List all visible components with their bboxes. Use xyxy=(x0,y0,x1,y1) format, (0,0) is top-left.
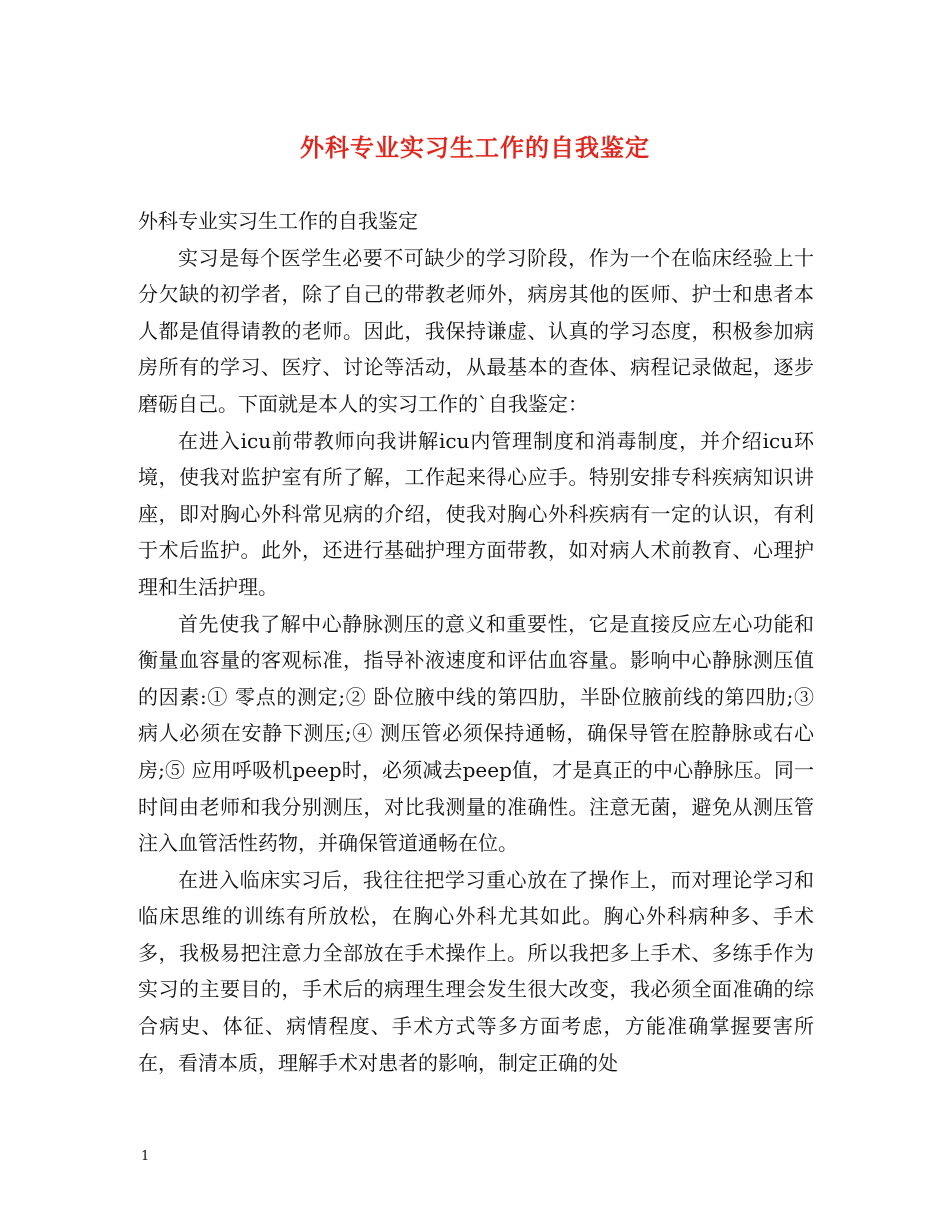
paragraph-1: 实习是每个医学生必要不可缺少的学习阶段，作为一个在临床经验上十分欠缺的初学者，除了自己的带教老师外，病房其他的医师、护士和患者本人都是值得请教的老师。因此，我保持谦虚、认真的学习态度，积极参加病房所有的学习、医疗、讨论等活动，从最基本的查体、病程记录做起，逐步磨砺自己。下面就是本人的实习工作的`自我鉴定： xyxy=(138,245,814,416)
document-body xyxy=(138,203,814,1081)
paragraph-2: 在进入icu前带教师向我讲解icu内管理制度和消毒制度，并介绍icu环境，使我对监护室有所了解，工作起来得心应手。特别安排专科疾病知识讲座，即对胸心外科常见病的介绍，使我对胸心外科疾病有一定的认识，有利于术后监护。此外，还进行基础护理方面带教，如对病人术前教育、心理护理和生活护理。 xyxy=(138,428,814,599)
document-subtitle: 外科专业实习生工作的自我鉴定 xyxy=(138,209,418,233)
page-number: 1 xyxy=(141,1149,150,1164)
document-title: 外科专业实习生工作的自我鉴定 xyxy=(300,133,650,162)
paragraph-4: 在进入临床实习后，我往往把学习重心放在了操作上，而对理论学习和临床思维的训练有所放松，在胸心外科尤其如此。胸心外科病种多、手术多，我极易把注意力全部放在手术操作上。所以我把多上手术、多练手作为实习的主要目的，手术后的病理生理会发生很大改变，我必须全面准确的综合病史、体征、病情程度、手术方式等多方面考虑，方能准确掌握要害所在，看清本质，理解手术对患者的影响，制定正确的处 xyxy=(138,867,814,1075)
paragraph-3: 首先使我了解中心静脉测压的意义和重要性，它是直接反应左心功能和衡量血容量的客观标准，指导补液速度和评估血容量。影响中心静脉测压值的因素:① 零点的测定;② 卧位腋中线的第四肋，半卧位腋前线的第四肋;③ 病人必须在安静下测压;④ 测压管必须保持通畅，确保导管在腔静脉或右心房;⑤ 应用呼吸机peep时，必须减去peep值，才是真正的中心静脉压。同一时间由老师和我分别测压，对比我测量的准确性。注意无菌，避免从测压管注入血管活性药物，并确保管道通畅在位。 xyxy=(138,611,814,856)
